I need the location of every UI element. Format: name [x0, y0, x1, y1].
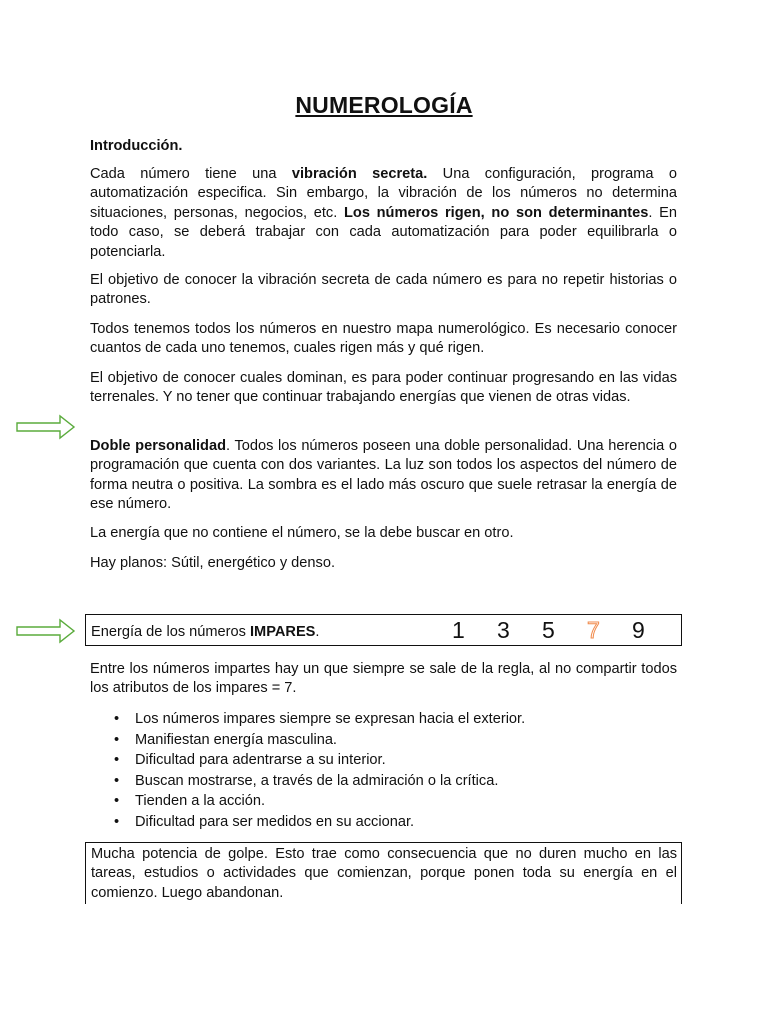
intro-heading: Introducción.: [90, 138, 183, 154]
right-arrow-icon: [16, 414, 76, 440]
list-item: • Dificultad para ser medidos en su accionar.: [114, 813, 415, 830]
paragraph-dominan: El objetivo de conocer cuales dominan, es para poder continuar progresando en las vidas terrenales. Y no tener que continuar trabajando energías que vienen de otras vidas.: [90, 370, 677, 406]
number-5: 5: [542, 617, 555, 643]
list-item: • Buscan mostrarse, a través de la admiración o la crítica.: [114, 772, 499, 789]
right-arrow-icon: [16, 618, 76, 644]
number-3: 3: [497, 617, 510, 643]
paragraph-planos: Hay planos: Sútil, energético y denso.: [90, 555, 335, 571]
list-item: • Los números impares siempre se expresan hacia el exterior.: [114, 711, 526, 727]
number-7: 7: [587, 617, 600, 643]
number-1: 1: [452, 617, 465, 643]
list-item: • Dificultad para adentrarse a su interior.: [114, 752, 386, 769]
paragraph-mapa: Todos tenemos todos los números en nuestro mapa numerológico. Es necesario conocer cuantos de cada uno tenemos, cuales rigen más y qué rigen.: [90, 321, 677, 357]
paragraph-vibracion: Cada número tiene una vibración secreta. Una configuración, programa o automatización especifica. Sin embargo, la vibración de los números no determina situaciones, personas, negocios, etc. Los números rigen, no son determinantes. En todo caso, se deberá trabajar con cada automatización para poder equilibrarla o potenciarla.: [90, 166, 677, 260]
list-item: • Manifiestan energía masculina.: [114, 731, 337, 748]
paragraph-doble-personalidad: Doble personalidad. Todos los números poseen una doble personalidad. Una herencia o programación que cuenta con dos variantes. La luz son todos los aspectos del número de forma neutra o positiva. La sombra es el lado más oscuro que suele retrasar la energía de ese número.: [90, 438, 677, 513]
impares-box: [85, 614, 682, 646]
impares-label: Energía de los números IMPARES.: [91, 624, 320, 640]
number-9: 9: [632, 617, 645, 643]
list-item: • Tienden a la acción.: [114, 793, 266, 810]
paragraph-regla: Entre los números impartes hay un que siempre se sale de la regla, al no compartir todos los atributos de los impares = 7.: [90, 661, 677, 697]
page-title: NUMEROLOGÍA: [295, 92, 473, 118]
paragraph-energia: La energía que no contiene el número, se la debe buscar en otro.: [90, 525, 514, 541]
potencia-box: Mucha potencia de golpe. Esto trae como consecuencia que no duren mucho en las tareas, estudios o actividades que comienzan, porque ponen toda su energía en el comienzo. Luego abandonan.: [85, 842, 682, 904]
paragraph-objetivo: El objetivo de conocer la vibración secreta de cada número es para no repetir historias o patrones.: [90, 272, 677, 308]
bullet-list: [90, 709, 525, 833]
